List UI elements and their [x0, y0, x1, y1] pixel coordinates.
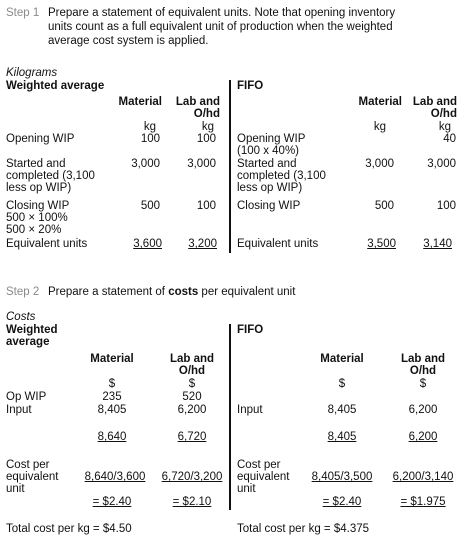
units-column-divider — [229, 80, 231, 253]
fifo-costs-subtotal-labour: 6,200 — [408, 431, 438, 443]
fifo-units-row-closing-labour: 100 — [436, 200, 456, 212]
step1-text-line-3: average cost system is applied. — [48, 35, 209, 47]
fifo-costs-cpu-material: 8,405/3,500 — [311, 471, 373, 483]
wa-costs-row-opwip-material: 235 — [102, 391, 122, 403]
wa-costs-unit-labour: $ — [188, 378, 196, 390]
wa-units-total-material: 3,600 — [133, 238, 162, 250]
fifo-costs-unit-labour: $ — [419, 378, 427, 390]
wa-costs-row-input-label: Input — [6, 404, 32, 416]
fifo-units-row-started-label-3: less op WIP) — [237, 182, 303, 194]
wa-units-row-started-label-3: less op WIP) — [6, 182, 72, 194]
wa-units-heading: Weighted average — [6, 80, 105, 92]
fifo-units-heading: FIFO — [237, 80, 264, 92]
step2-label: Step 2 — [6, 286, 40, 298]
wa-costs-result-labour: = $2.10 — [172, 496, 212, 508]
fifo-units-row-started-label-2: completed (3,100 — [237, 170, 326, 182]
units-caption: Kilograms — [6, 67, 58, 79]
fifo-costs-col-labour-1: Lab and — [400, 353, 446, 365]
wa-units-col-labour-2: O/hd — [193, 108, 220, 120]
wa-costs-subtotal-material: 8,640 — [97, 431, 127, 443]
fifo-costs-cpu-label-3: unit — [237, 483, 256, 495]
wa-units-row-opening-material: 100 — [140, 133, 160, 145]
wa-units-col-labour-1: Lab and — [175, 96, 220, 108]
fifo-units-col-labour-2: O/hd — [430, 108, 457, 120]
wa-units-row-closing-label-1: Closing WIP — [6, 200, 70, 212]
wa-costs-col-material: Material — [90, 353, 134, 365]
wa-costs-total: Total cost per kg = $4.50 — [6, 523, 132, 535]
wa-units-row-closing-label-3: 500 × 20% — [6, 224, 62, 236]
wa-costs-row-opwip-label: Op WIP — [6, 391, 47, 403]
wa-costs-heading-2: average — [6, 336, 50, 348]
fifo-costs-cpu-label-1: Cost per — [237, 459, 281, 471]
wa-units-row-started-material: 3,000 — [131, 158, 160, 170]
fifo-units-row-closing-material: 500 — [374, 200, 394, 212]
step2-text-after: per equivalent unit — [198, 286, 296, 298]
fifo-units-row-started-label-1: Started and — [237, 158, 297, 170]
wa-costs-cpu-label-2: equivalent — [6, 471, 59, 483]
fifo-costs-cpu-labour: 6,200/3,140 — [392, 471, 454, 483]
step1-label: Step 1 — [6, 7, 40, 19]
fifo-costs-row-input-labour: 6,200 — [408, 404, 438, 416]
wa-units-row-started-label-1: Started and — [6, 158, 66, 170]
wa-units-row-started-label-2: completed (3,100 — [6, 170, 95, 182]
wa-costs-row-input-labour: 6,200 — [177, 404, 207, 416]
wa-units-unit-labour: kg — [201, 121, 214, 133]
fifo-costs-cpu-label-2: equivalent — [237, 471, 290, 483]
wa-units-row-closing-material: 500 — [140, 200, 160, 212]
fifo-units-total-labour: 3,140 — [423, 238, 452, 250]
fifo-units-col-labour-1: Lab and — [412, 96, 457, 108]
step1-text-line-1: Prepare a statement of equivalent units. Note that opening inventory — [48, 7, 396, 19]
step2-text-bold: costs — [168, 286, 199, 298]
fifo-units-total-label: Equivalent units — [237, 238, 319, 250]
wa-costs-cpu-material: 8,640/3,600 — [84, 471, 146, 483]
wa-costs-cpu-label-1: Cost per — [6, 459, 50, 471]
fifo-costs-heading: FIFO — [237, 324, 264, 336]
fifo-units-row-opening-label-1: Opening WIP — [237, 133, 306, 145]
wa-costs-row-input-material: 8,405 — [97, 404, 127, 416]
wa-costs-col-labour-1: Lab and — [169, 353, 215, 365]
fifo-costs-row-input-material: 8,405 — [327, 404, 357, 416]
fifo-units-col-material: Material — [358, 96, 402, 108]
wa-costs-result-material: = $2.40 — [92, 496, 132, 508]
wa-units-total-label: Equivalent units — [6, 238, 88, 250]
wa-costs-cpu-labour: 6,720/3,200 — [161, 471, 223, 483]
wa-units-row-closing-labour: 100 — [196, 200, 216, 212]
fifo-units-total-material: 3,500 — [367, 238, 396, 250]
costs-column-divider — [229, 324, 231, 510]
fifo-costs-row-input-label: Input — [237, 404, 263, 416]
fifo-units-row-started-material: 3,000 — [365, 158, 394, 170]
wa-costs-heading-1: Weighted — [6, 324, 58, 336]
step2-text-before: Prepare a statement of — [48, 286, 169, 298]
fifo-units-unit-material: kg — [373, 121, 386, 133]
fifo-costs-total: Total cost per kg = $4.375 — [237, 523, 370, 535]
wa-costs-subtotal-labour: 6,720 — [177, 431, 207, 443]
fifo-units-unit-labour: kg — [438, 121, 451, 133]
wa-units-row-started-labour: 3,000 — [187, 158, 216, 170]
fifo-units-row-opening-label-2: (100 x 40%) — [237, 145, 300, 157]
fifo-units-row-closing-label: Closing WIP — [237, 200, 301, 212]
wa-units-row-opening-labour: 100 — [196, 133, 216, 145]
wa-units-row-opening-label: Opening WIP — [6, 133, 75, 145]
fifo-units-row-opening-labour: 40 — [443, 133, 456, 145]
wa-units-total-labour: 3,200 — [188, 238, 217, 250]
wa-costs-row-opwip-labour: 520 — [182, 391, 202, 403]
wa-units-row-closing-label-2: 500 × 100% — [6, 212, 68, 224]
fifo-costs-unit-material: $ — [338, 378, 346, 390]
wa-units-unit-material: kg — [143, 121, 156, 133]
fifo-costs-result-labour: = $1.975 — [400, 496, 446, 508]
fifo-units-row-started-labour: 3,000 — [427, 158, 456, 170]
step2-text — [48, 286, 295, 298]
wa-costs-cpu-label-3: unit — [6, 483, 25, 495]
step1-text-line-2: units count as a full equivalent unit of production when the weighted — [48, 21, 393, 33]
costs-caption: Costs — [6, 311, 36, 323]
wa-costs-col-labour-2: O/hd — [178, 365, 206, 377]
fifo-costs-col-labour-2: O/hd — [409, 365, 437, 377]
fifo-costs-col-material: Material — [320, 353, 364, 365]
wa-costs-unit-material: $ — [108, 378, 116, 390]
fifo-costs-subtotal-material: 8,405 — [327, 431, 357, 443]
fifo-costs-result-material: = $2.40 — [322, 496, 362, 508]
wa-units-col-material: Material — [118, 96, 162, 108]
